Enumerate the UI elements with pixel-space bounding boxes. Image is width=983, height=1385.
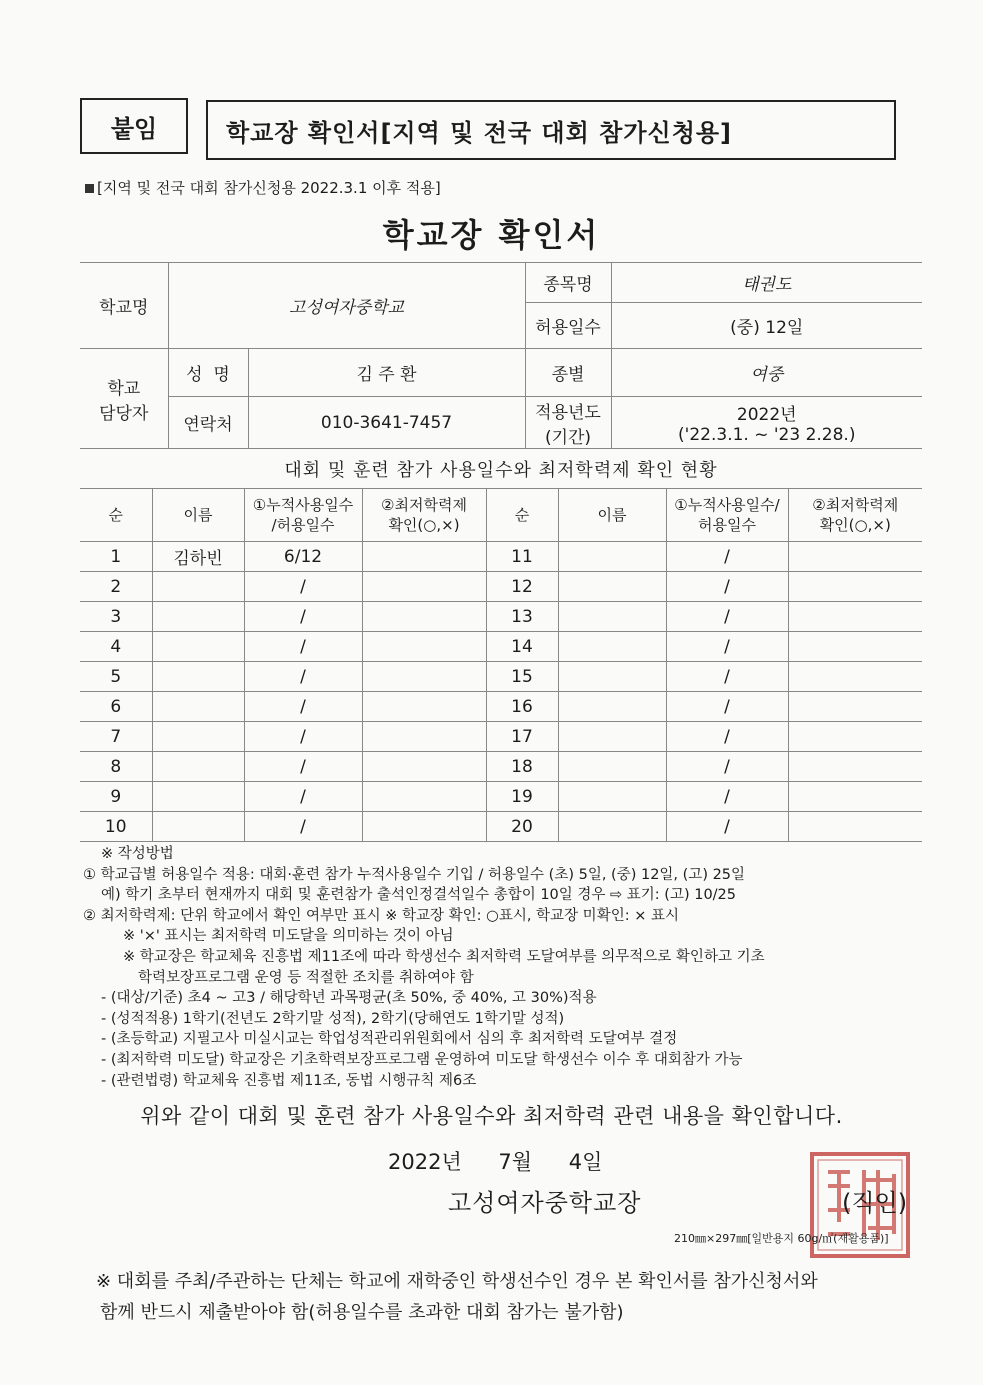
participation-table: [80, 488, 922, 842]
row-check: [788, 602, 922, 632]
instruction-line: - (최저학력 미도달) 학교장은 기초학력보장프로그램 운영하여 미도달 학생선수 이수 후 대회참가 가능: [101, 1051, 743, 1068]
confirmation-statement: 위와 같이 대회 및 훈련 참가 사용일수와 최저학력 관련 내용을 확인합니다.: [140, 1104, 843, 1128]
submission-note-line2: 함께 반드시 제출받아야 함(허용일수를 초과한 대회 참가는 불가함): [100, 1302, 624, 1323]
page-title: 학교장 확인서: [382, 216, 601, 254]
manager-label: [80, 349, 168, 449]
school-value: 고성여자중학교: [168, 263, 525, 349]
row-days: /: [244, 812, 362, 842]
submission-note-line1: ※ 대회를 주최/주관하는 단체는 학교에 재학중인 학생선수인 경우 본 확인서를 참가신청서와: [96, 1271, 818, 1292]
row-number: 10: [80, 812, 152, 842]
row-name: [558, 752, 666, 782]
row-check: [788, 662, 922, 692]
row-days: /: [244, 752, 362, 782]
principal-name: 고성여자중학교장: [448, 1189, 642, 1217]
header-days-line2: /허용일수: [271, 516, 335, 534]
info-table: [80, 262, 922, 449]
seal-label: (직인): [842, 1189, 908, 1217]
row-days: /: [666, 602, 788, 632]
square-bullet-icon: [85, 184, 94, 193]
contact-value: 010-3641-7457: [248, 397, 525, 449]
row-number: 16: [486, 692, 558, 722]
row-name: [558, 602, 666, 632]
instruction-line: ① 학교급별 허용일수 적용: 대회·훈련 참가 누적사용일수 기입 / 허용일수 (초) 5일, (중) 12일, (고) 25일: [83, 866, 746, 883]
row-name: [558, 692, 666, 722]
row-number: 9: [80, 782, 152, 812]
instruction-line: 예) 학기 초부터 현재까지 대회 및 훈련참가 출석인정결석일수 총합이 10일 경우 ⇨ 표기: (고) 10/25: [101, 887, 737, 904]
header-grade-right-line2: 확인(○,×): [819, 516, 891, 534]
header-grade-right: [788, 489, 922, 542]
row-check: [362, 782, 486, 812]
status-title: 대회 및 훈련 참가 사용일수와 최저학력제 확인 현황: [284, 460, 718, 481]
row-name: 김하빈: [152, 542, 244, 572]
row-number: 5: [80, 662, 152, 692]
signing-date: [388, 1146, 602, 1176]
instruction-line: ② 최저학력제: 단위 학교에서 확인 여부만 표시 ※ 학교장 확인: ○표시, 학교장 미확인: × 표시: [83, 907, 679, 924]
allowed-days-label: 허용일수: [525, 303, 611, 349]
row-check: [362, 722, 486, 752]
row-check: [362, 542, 486, 572]
table-row: [80, 662, 922, 692]
year-label: [525, 397, 611, 449]
row-name: [558, 662, 666, 692]
instruction-line: ※ '×' 표시는 최저학력 미도달을 의미하는 것이 아님: [123, 928, 454, 945]
row-name: [558, 782, 666, 812]
instruction-line: - (대상/기준) 초4 ~ 고3 / 해당학년 과목평균(초 50%, 중 40%, 고 30%)적용: [101, 990, 597, 1007]
row-check: [362, 602, 486, 632]
row-name: [558, 542, 666, 572]
row-name: [558, 812, 666, 842]
row-days: /: [244, 572, 362, 602]
row-check: [788, 572, 922, 602]
row-days: /: [666, 782, 788, 812]
row-days: /: [666, 692, 788, 722]
row-number: 14: [486, 632, 558, 662]
row-days: /: [666, 662, 788, 692]
row-number: 6: [80, 692, 152, 722]
year-value-1: 2022년: [736, 405, 797, 425]
instruction-line: - (관련법령) 학교체육 진흥법 제11조, 동법 시행규칙 제6조: [101, 1072, 477, 1089]
manager-label-2: 담당자: [99, 403, 149, 424]
name-label: 성 명: [168, 349, 248, 397]
row-check: [362, 662, 486, 692]
date-month: 7월: [498, 1150, 533, 1174]
year-label-2: (기간): [544, 427, 592, 448]
row-check: [788, 692, 922, 722]
row-name: [152, 632, 244, 662]
row-check: [788, 722, 922, 752]
row-days: /: [244, 632, 362, 662]
header-days: [244, 489, 362, 542]
name-value: 김 주 환: [248, 349, 525, 397]
applies-note-text: [지역 및 전국 대회 참가신청용 2022.3.1 이후 적용]: [97, 179, 441, 197]
row-number: 8: [80, 752, 152, 782]
row-name: [152, 692, 244, 722]
table-row: [80, 542, 922, 572]
row-check: [788, 542, 922, 572]
document-title-box: 학교장 확인서[지역 및 전국 대회 참가신청용]: [206, 100, 896, 160]
row-name: [152, 602, 244, 632]
row-days: /: [666, 572, 788, 602]
row-name: [152, 662, 244, 692]
row-number: 4: [80, 632, 152, 662]
instruction-line: - (초등학교) 지필고사 미실시교는 학업성적관리위원회에서 심의 후 최저학력 도달여부 결정: [101, 1031, 678, 1048]
row-days: /: [244, 722, 362, 752]
row-check: [362, 812, 486, 842]
row-name: [152, 722, 244, 752]
row-name: [152, 572, 244, 602]
row-number: 17: [486, 722, 558, 752]
table-row: [80, 722, 922, 752]
header-order-right: 순: [486, 489, 558, 542]
row-check: [362, 572, 486, 602]
year-value: [611, 397, 922, 449]
table-row: [80, 782, 922, 812]
row-number: 3: [80, 602, 152, 632]
instruction-line: 학력보장프로그램 운영 등 적절한 조치를 취하여야 함: [138, 969, 474, 986]
school-label: 학교명: [80, 263, 168, 349]
row-days: /: [666, 812, 788, 842]
instruction-line: ※ 학교장은 학교체육 진흥법 제11조에 따라 학생선수 최저학력 도달여부를 의무적으로 확인하고 기초: [123, 948, 765, 965]
row-check: [788, 782, 922, 812]
row-name: [152, 782, 244, 812]
row-number: 13: [486, 602, 558, 632]
row-days: 6/12: [244, 542, 362, 572]
row-days: /: [666, 722, 788, 752]
row-days: /: [244, 782, 362, 812]
row-number: 12: [486, 572, 558, 602]
manager-label-1: 학교: [107, 378, 141, 399]
instructions: [83, 844, 923, 1091]
table-row: [80, 602, 922, 632]
header-order: 순: [80, 489, 152, 542]
header-grade-line2: 확인(○,×): [388, 516, 460, 534]
row-name: [152, 812, 244, 842]
instruction-line: - (성적적용) 1학기(전년도 2학기말 성적), 2학기(당해연도 1학기말 성적): [101, 1010, 565, 1027]
row-number: 1: [80, 542, 152, 572]
table-row: [80, 752, 922, 782]
instruction-heading: ※ 작성방법: [101, 846, 174, 862]
table-row: [80, 692, 922, 722]
header-grade-line1: ②최저학력제: [381, 496, 467, 514]
table-row: [80, 632, 922, 662]
row-check: [788, 752, 922, 782]
header-days-right-line2: 허용일수: [698, 516, 756, 534]
row-check: [788, 812, 922, 842]
header-days-right: [666, 489, 788, 542]
header-name-right: 이름: [558, 489, 666, 542]
row-days: /: [666, 542, 788, 572]
header-grade-right-line1: ②최저학력제: [812, 496, 899, 514]
category-label: 종별: [525, 349, 611, 397]
row-days: /: [244, 662, 362, 692]
header-days-line1: ①누적사용일수: [252, 496, 354, 514]
contact-label: 연락처: [168, 397, 248, 449]
row-number: 11: [486, 542, 558, 572]
row-check: [362, 632, 486, 662]
applies-note: [85, 177, 441, 198]
row-number: 15: [486, 662, 558, 692]
row-check: [788, 632, 922, 662]
row-days: /: [666, 632, 788, 662]
event-label: 종목명: [525, 263, 611, 303]
table-row: [80, 812, 922, 842]
row-number: 7: [80, 722, 152, 752]
header-name: 이름: [152, 489, 244, 542]
event-value: 태권도: [611, 263, 922, 303]
row-number: 20: [486, 812, 558, 842]
submission-note: [96, 1266, 926, 1328]
row-number: 2: [80, 572, 152, 602]
row-days: /: [666, 752, 788, 782]
row-name: [558, 722, 666, 752]
table-row: [80, 572, 922, 602]
date-day: 4일: [568, 1150, 603, 1174]
row-name: [152, 752, 244, 782]
header-days-right-line1: ①누적사용일수/: [674, 496, 780, 514]
row-check: [362, 692, 486, 722]
year-label-1: 적용년도: [535, 402, 601, 423]
row-name: [558, 632, 666, 662]
row-days: /: [244, 602, 362, 632]
row-number: 19: [486, 782, 558, 812]
row-check: [362, 752, 486, 782]
year-value-2: ('22.3.1. ~ '23 2.28.): [678, 425, 856, 445]
attachment-label: 붙임: [80, 98, 188, 154]
header-grade: [362, 489, 486, 542]
category-value: 여중: [611, 349, 922, 397]
date-year: 2022년: [388, 1150, 462, 1174]
allowed-days-value: (중) 12일: [611, 303, 922, 349]
row-days: /: [244, 692, 362, 722]
row-name: [558, 572, 666, 602]
paper-spec: 210㎜×297㎜[일반용지 60g/㎡(재활용품)]: [674, 1232, 889, 1245]
row-number: 18: [486, 752, 558, 782]
